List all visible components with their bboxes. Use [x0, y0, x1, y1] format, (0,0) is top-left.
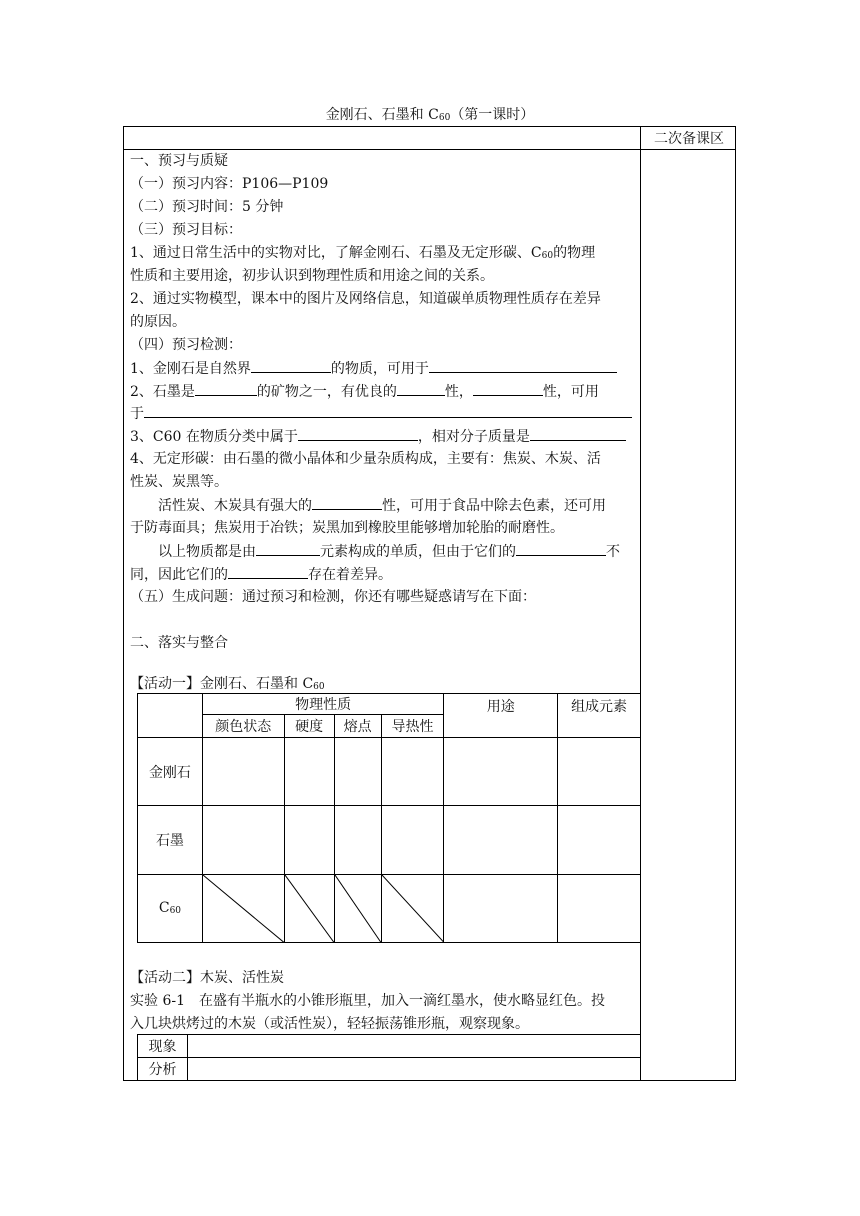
q2-blank3[interactable] — [473, 381, 543, 396]
para1-line1: 活性炭、木炭具有强大的 性，可用于食品中除去色素，还可用 — [158, 495, 606, 516]
label-analysis: 分析 — [138, 1058, 188, 1081]
side-column-label: 二次备课区 — [654, 131, 724, 147]
p1-blank1[interactable] — [312, 495, 382, 510]
goal1-line2: 性质和主要用途，初步认识到物理性质和用途之间的关系。 — [130, 268, 494, 284]
header-element: 组成元素 — [558, 694, 641, 738]
cell[interactable] — [202, 806, 284, 874]
cell[interactable] — [284, 806, 334, 874]
question5: （五）生成问题：通过预习和检测，你还有哪些疑惑请写在下面： — [130, 589, 536, 605]
diagonal-cell — [334, 874, 381, 942]
q2-blank4[interactable] — [144, 403, 632, 418]
cell[interactable] — [558, 874, 641, 942]
experiment-line1: 实验 6-1 在盛有半瓶水的小锥形瓶里，加入一滴红墨水，使水略显红色。投 — [130, 993, 605, 1009]
q1-blank1[interactable] — [251, 358, 331, 373]
cell[interactable] — [558, 806, 641, 874]
row-label-c60: C60 — [138, 874, 203, 942]
question4-line2: 性炭、炭黑等。 — [130, 474, 228, 490]
check-heading: （四）预习检测： — [130, 337, 242, 353]
preview-time: （二）预习时间：5 分钟 — [130, 199, 284, 215]
cell[interactable] — [381, 806, 444, 874]
corner-cell — [138, 694, 203, 738]
diagonal-cell — [202, 874, 284, 942]
q3-blank1[interactable] — [298, 426, 418, 441]
page-title: 金刚石、石墨和 C60（第一课时） — [325, 107, 535, 123]
question4-line1: 4、无定形碳：由石墨的微小晶体和少量杂质构成，主要有：焦炭、木炭、活 — [130, 451, 601, 467]
cell[interactable] — [558, 738, 641, 806]
para2-line2: 同，因此它们的 存在着差异。 — [130, 564, 392, 585]
experiment-line2: 入几块烘烤过的木炭（或活性炭），轻轻振荡锥形瓶，观察现象。 — [130, 1016, 529, 1032]
header-melting-point: 熔点 — [334, 715, 381, 738]
activity1-table — [137, 693, 641, 943]
section1-heading: 一、预习与质疑 — [130, 153, 228, 169]
cell[interactable] — [202, 738, 284, 806]
diagonal-cell — [284, 874, 334, 942]
row-label-diamond: 金刚石 — [138, 738, 203, 806]
label-phenomenon: 现象 — [138, 1035, 188, 1058]
para1-line2: 于防毒面具；焦炭用于冶铁；炭黑加到橡胶里能够增加轮胎的耐磨性。 — [130, 520, 564, 536]
header-divider — [124, 149, 735, 150]
goals-heading: （三）预习目标： — [130, 222, 242, 238]
preview-content: （一）预习内容：P106—P109 — [130, 176, 329, 192]
header-conductivity: 导热性 — [381, 715, 444, 738]
para2-line1: 以上物质都是由 元素构成的单质，但由于它们的 不 — [158, 541, 620, 562]
question3: 3、C60 在物质分类中属于 ，相对分子质量是 — [130, 426, 626, 447]
question1: 1、金刚石是自然界 的物质，可用于 — [130, 358, 617, 379]
header-use: 用途 — [444, 694, 558, 738]
analysis-cell[interactable] — [187, 1058, 640, 1081]
cell[interactable] — [381, 738, 444, 806]
q1-blank2[interactable] — [429, 358, 617, 373]
q2-blank1[interactable] — [195, 381, 257, 396]
observation-table — [137, 1034, 641, 1081]
cell[interactable] — [284, 738, 334, 806]
p2-blank2[interactable] — [516, 541, 606, 556]
goal2-line2: 的原因。 — [130, 314, 186, 330]
goal1-line1: 1、通过日常生活中的实物对比，了解金刚石、石墨及无定形碳、C60的物理 — [130, 245, 596, 261]
question2: 2、石墨是 的矿物之一，有优良的 性， 性，可用 — [130, 381, 599, 402]
p2-blank3[interactable] — [228, 564, 308, 579]
header-physical: 物理性质 — [202, 694, 444, 715]
section2-heading: 二、落实与整合 — [130, 635, 228, 651]
header-color-state: 颜色状态 — [202, 715, 284, 738]
activity1-heading: 【活动一】金刚石、石墨和 C60 — [130, 676, 325, 692]
p2-blank1[interactable] — [256, 541, 320, 556]
q3-blank2[interactable] — [530, 426, 626, 441]
cell[interactable] — [334, 738, 381, 806]
cell[interactable] — [444, 874, 558, 942]
cell[interactable] — [444, 806, 558, 874]
cell[interactable] — [334, 806, 381, 874]
activity2-heading: 【活动二】木炭、活性炭 — [130, 970, 284, 986]
q2-blank2[interactable] — [397, 381, 445, 396]
question2-cont: 于 — [130, 403, 632, 424]
cell[interactable] — [444, 738, 558, 806]
diagonal-cell — [381, 874, 444, 942]
header-hardness: 硬度 — [284, 715, 334, 738]
phenomenon-cell[interactable] — [187, 1035, 640, 1058]
row-label-graphite: 石墨 — [138, 806, 203, 874]
goal2-line1: 2、通过实物模型，课本中的图片及网络信息，知道碳单质物理性质存在差异 — [130, 291, 601, 307]
